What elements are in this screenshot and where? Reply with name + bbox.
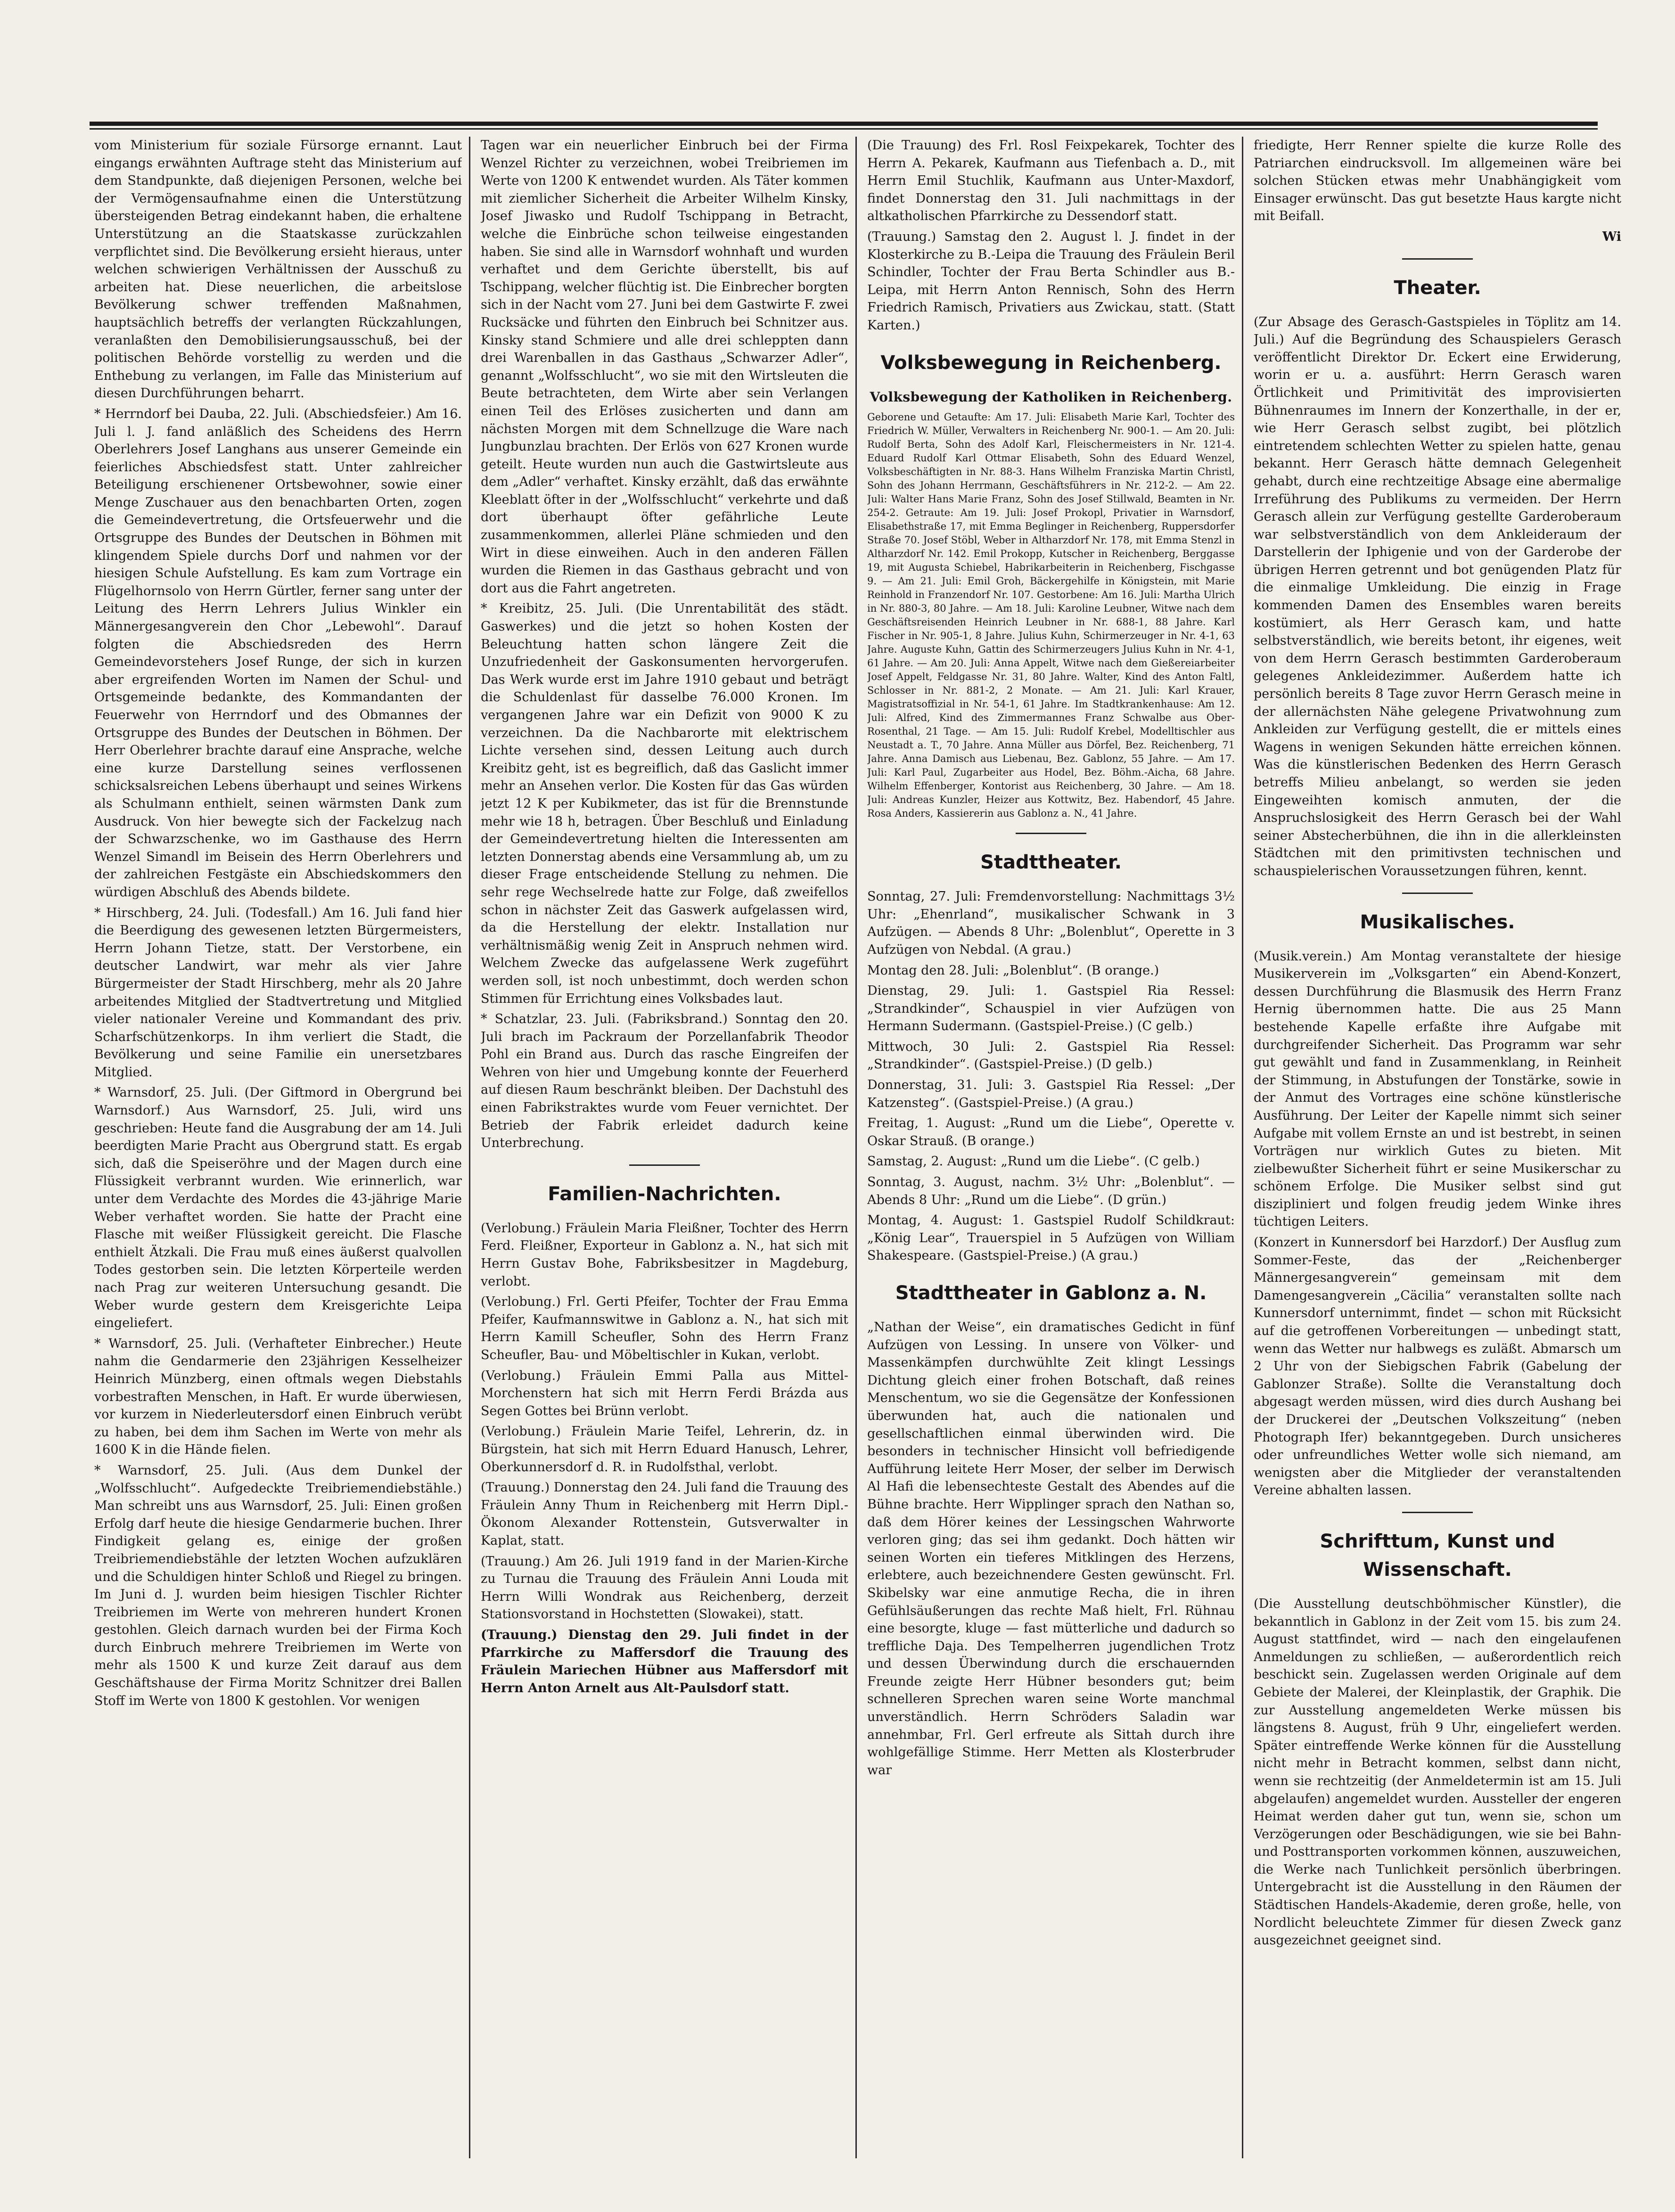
column-divider: [1242, 137, 1243, 2158]
family-notice: (Die Trauung) des Frl. Rosl Feixpekarek, Tochter des Herrn A. Pekarek, Kaufmann aus Tiefenbach a. D., mit Herrn Emil Stuchlik, Kaufmann aus Unter-Maxdorf, findet Donnerstag den 31. Juli nachmittags in der altkatholischen Pfarrkirche zu Dessendorf statt.: [867, 138, 1235, 224]
section-heading-gablonz: Stadttheater in Gablonz a. N.: [895, 1282, 1207, 1304]
article-warnsdorf-giftmord: * Warnsdorf, 25. Juli. (Der Giftmord in Obergrund bei Warnsdorf.) Aus Warnsdorf, 25. Juli, wird uns geschrieben: Heute fand die Ausgrabung der am 14. Juli beerdigten Marie Pracht aus Obergrund statt. Es ergab sich, daß die Speiseröhre und der Magen durch eine Flüssigkeit verbrannt wurden. Wie erinnerlich, war unter dem Verdachte des Mordes die 43-jährige Marie Weber verhaftet worden. Sie hatte der Pracht eine Flasche mit weißer Flüssigkeit gereicht. Die Flasche enthielt Ätzkali. Die Frau muß eines äußerst qualvollen Todes gestorben sein. Die letzten Körperteile werden nach Prag zur weiteren Untersuchung gesandt. Die Weber wurde gestern dem Kreisgerichte Leipa eingeliefert.: [94, 1085, 462, 1331]
author-signature: Wi: [1602, 229, 1621, 244]
theater-listing: Donnerstag, 31. Juli: 3. Gastspiel Ria Ressel: „Der Katzensteg“. (Gastspiel-Preise.) (A grau.): [867, 1078, 1235, 1110]
article-kreibitz: * Kreibitz, 25. Juli. (Die Unrentabilität des städt. Gaswerkes) und die jetzt so hohen Kosten der Beleuchtung hatten schon längere Zeit die Unzufriedenheit der Gaskonsumenten hervorgerufen. Das Werk wurde erst im Jahre 1910 gebaut und beträgt die Schuldenlast für dasselbe 76.000 Kronen. Im vergangenen Jahre war ein Defizit von 9000 K zu verzeichnen. Da die Nachbarorte mit elektrischem Lichte versehen sind, dessen Leitung auch durch Kreibitz geht, ist es begreiflich, daß das Gaslicht immer mehr an Ansehen verlor. Die Kosten für das Gas würden jetzt 12 K per Kubikmeter, das ist für die Brennstunde mehr wie 18 h, betragen. Über Beschluß und Einladung der Gemeindevertretung hielten die Interessenten am letzten Donnerstag abends eine Versammlung ab, um zu dieser Frage entscheidende Stellung zu nehmen. Die sehr rege Wechselrede hatte zur Folge, daß zweifellos schon in nächster Zeit das Gaswerk aufgelassen wird, da die Herstellung der elektr. Installation nur verhältnismäßig wenig Zeit in Anspruch nehmen wird. Welchem Zwecke das aufgelassene Werk zugeführt werden soll, ist noch unbestimmt, doch werden schon Stimmen für Errichtung eines Volksbades laut.: [481, 601, 848, 1006]
family-notice: (Trauung.) Am 26. Juli 1919 fand in der Marien-Kirche zu Turnau die Trauung des Fräulein Anni Louda mit Herrn Willi Wondrak aus Reichenberg, derzeit Stationsvorstand in Hochstetten (Slowakei), statt.: [481, 1554, 848, 1622]
family-notice: (Verlobung.) Frl. Gerti Pfeifer, Tochter der Frau Emma Pfeifer, Kaufmannswitwe in Gablonz a. N., hat sich mit Herrn Kamill Scheufler, Sohn des Herrn Franz Scheufler, Bau- und Möbeltischler in Kukan, verlobt.: [481, 1294, 848, 1362]
vital-statistics: Geborene und Getaufte: Am 17. Juli: Elisabeth Marie Karl, Tochter des Friedrich W. Müller, Verwalters in Reichenberg Nr. 900-1. — Am 20. Juli: Rudolf Berta, Sohn des Adolf Karl, Fleischermeisters in Nr. 121-4. Eduard Rudolf Karl Ottmar Elisabeth, Sohn des Eduard Wenzel, Volksbeschäftigten in Nr. 88-3. Hans Wilhelm Franziska Martin Christl, Sohn des Johann Herrmann, Geschäftsführers in Nr. 212-2. — Am 22. Juli: Walter Hans Marie Franz, Sohn des Josef Stillwald, Beamten in Nr. 254-2. Getraute: Am 19. Juli: Josef Prokopl, Privatier in Warnsdorf, Elisabethstraße 17, mit Emma Beglinger in Reichenberg, Ruppersdorfer Straße 70. Josef Stöbl, Weber in Altharzdorf Nr. 178, mit Emma Stenzl in Altharzdorf Nr. 142. Emil Prokopp, Kutscher in Reichenberg, Berggasse 19, mit Augusta Schiebel, Habrikarbeiterin in Reichenberg, Fischgasse 9. — Am 21. Juli: Emil Groh, Bäckergehilfe in Königstein, mit Marie Reinhold in Franzendorf Nr. 107. Gestorbene: Am 16. Juli: Martha Ulrich in Nr. 880-3, 80 Jahre. — Am 18. Juli: Karoline Leubner, Witwe nach dem Geschäftsreisenden Heinrich Leubner in Nr. 688-1, 88 Jahre. Karl Fischer in Nr. 905-1, 8 Jahre. Julius Kuhn, Schirmerzeuger in Nr. 4-1, 63 Jahre. Auguste Kuhn, Gattin des Schirmerzeugers Julius Kuhn in Nr. 4-1, 61 Jahre. — Am 20. Juli: Anna Appelt, Witwe nach dem Gießereiarbeiter Josef Appelt, Feldgasse Nr. 31, 80 Jahre. Walter, Kind des Anton Faltl, Schlosser in Nr. 881-2, 2 Monate. — Am 21. Juli: Karl Krauer, Magistratsoffizial in Nr. 54-1, 61 Jahre. Im Stadtkrankenhause: Am 12. Juli: Alfred, Kind des Zimmermannes Franz Schwalbe aus Ober-Rosenthal, 21 Tage. — Am 15. Juli: Rudolf Krebel, Modelltischler aus Neustadt a. T., 70 Jahre. Anna Müller aus Dörfel, Bez. Reichenberg, 71 Jahre. Anna Damisch aus Liebenau, Bez. Gablonz, 55 Jahre. — Am 17. Juli: Karl Paul, Zugarbeiter aus Hodel, Bez. Böhm.-Aicha, 68 Jahre. Wilhelm Effenberger, Kontorist aus Reichenberg, 30 Jahre. — Am 18. Juli: Andreas Kunzler, Heizer aus Kottwitz, Bez. Habendorf, 45 Jahre. Rosa Anders, Kassiererin aus Gablonz a. N., 41 Jahre.: [867, 411, 1235, 819]
article-paragraph: vom Ministerium für soziale Fürsorge ernannt. Laut eingangs erwähnten Auftrage steht das Ministerium auf dem Standpunkte, daß diejenigen Personen, welche bei der Vermögensaufnahme einen die Unterstützung übersteigenden Betrag eindekannt haben, die erhaltene Unterstützung an die Staatskasse zurückzahlen verpflichtet sind. Die Bevölkerung ersieht hieraus, unter welchen schwierigen Verhältnissen der Ausschuß zu arbeiten hat. Diese neuerlichen, die arbeitslose Bevölkerung schwer treffenden Maßnahmen, hauptsächlich betreffs der verlangten Rückzahlungen, veranlaßten den Demobilisierungsausschuß, bei der politischen Behörde vorstellig zu werden und die Enthebung zu verlangen, im Falle das Ministerium auf diesen Durchführungen beharrt.: [94, 138, 462, 401]
theater-review-end: friedigte, Herr Renner spielte die kurze Rolle des Patriarchen eindrucksvoll. Im allgemeinen wäre bei solchen Stücken etwas mehr Unabhängigkeit vom Einsager erwünscht. Das gut besetzte Haus kargte nicht mit Beifall.: [1254, 138, 1621, 224]
article-herrndorf: * Herrndorf bei Dauba, 22. Juli. (Abschiedsfeier.) Am 16. Juli l. J. fand anläßlich des Scheidens des Herrn Oberlehrers Josef Langhans aus unserer Gemeinde ein feierliches Abschiedsfest statt. Unter zahlreicher Beteiligung erschienener Ortsbewohner, sowie einer Menge Zuschauer aus den benachbarten Orten, zogen die Gemeindevertretung, die Ortsfeuerwehr und die Ortsgruppe des Bundes der Deutschen in Böhmen mit klingendem Spiele durchs Dorf und nahmen vor der hiesigen Schule Aufstellung. Es kam zum Vortrage ein Flügelhornsolo von Herrn Gürtler, ferner sang unter der Leitung des Herrn Lehrers Julius Winkler ein Männergesangverein den Chor „Lebewohl“. Darauf folgten die Abschiedsreden des Herrn Gemeindevorstehers Josef Runge, der sich in kurzen aber ergreifenden Worten im Namen der Schul- und Ortsgemeinde bedankte, des Kommandanten der Feuerwehr von Herrndorf und des Obmannes der Ortsgruppe des Bundes der Deutschen in Böhmen. Der Herr Oberlehrer brachte darauf eine Ansprache, welche eine kurze Darstellung seines verflossenen schicksalsreichen Lebens überhaupt und seines Wirkens als Schulmann enthielt, seinen wärmsten Dank zum Ausdruck. Von hier bewegte sich der Fackelzug nach der Schwarzschenke, wo im Gasthause des Herrn Wenzel Simandl im Beisein des Herrn Oberlehrers und der zahlreichen Festgäste ein Abschiedskommers den würdigen Abschluß des Abends bildete.: [94, 406, 462, 900]
section-divider: [1402, 893, 1473, 894]
article-paragraph: Tagen war ein neuerlicher Einbruch bei der Firma Wenzel Richter zu verzeichnen, wobei Treibriemen im Werte von 1200 K entwendet wurden. Als Täter kommen mit ziemlicher Sicherheit die Arbeiter Wilhelm Kinsky, Josef Jiwasko und Rudolf Tschippang in Betracht, welche die Einbrüche schon teilweise eingestanden haben. Sie sind alle in Warnsdorf wohnhaft und wurden verhaftet und dem Gerichte überstellt, bis auf Tschippang, welcher flüchtig ist. Die Einbrecher borgten sich in der Nacht vom 27. Juni bei dem Gastwirte F. zwei Rucksäcke und führten den Einbruch bei Schnitzer aus. Kinsky stand Schmiere und alle drei schleppten dann drei Warenballen in das Gasthaus „Schwarzer Adler“, genannt „Wolfsschlucht“, wo sie mit den Wirtsleuten die Beute betrachteten, dem Wirte aber sein Verlangen einen Teil des Erlöses zusicherten und dann am nächsten Morgen mit dem Schnellzuge die Ware nach Jungbunzlau brachten. Der Erlös von 627 Kronen wurde geteilt. Heute wurden nun auch die Gastwirtsleute aus dem „Adler“ verhaftet. Kinsky erzählt, daß das erwähnte Kleeblatt öfter in der „Wolfsschlucht“ verkehrte und daß dort überhaupt öfter gefährliche Leute zusammenkommen, allerlei Pläne schmieden und den Wirt in diese einweihen. Auch in den anderen Fällen wurden die Riemen in das Gasthaus gebracht und von dort aus die Fahrt angetreten.: [481, 138, 848, 596]
section-heading-schrifttum: Schrifttum, Kunst und Wissenschaft.: [1320, 1530, 1555, 1581]
theater-listing: Montag, 4. August: 1. Gastspiel Rudolf Schildkraut: „König Lear“, Trauerspiel in 5 Aufzügen von William Shakespeare. (Gastspiel-Preise.) (A grau.): [867, 1213, 1235, 1263]
column-divider: [469, 137, 470, 2158]
theater-listing: Sonntag, 27. Juli: Fremdenvorstellung: Nachmittags 3½ Uhr: „Ehenrland“, musikalischer Schwank in 3 Aufzügen. — Abends 8 Uhr: „Bolenblut“, Operette in 3 Aufzügen von Nebdal. (A grau.): [867, 889, 1235, 957]
family-notice: (Trauung.) Dienstag den 29. Juli findet in der Pfarrkirche zu Maffersdorf die Trauung des Fräulein Mariechen Hübner aus Maffersdorf mit Herrn Anton Arnelt aus Alt-Paulsdorf statt.: [481, 1627, 848, 1696]
family-notice: (Trauung.) Donnerstag den 24. Juli fand die Trauung des Fräulein Anny Thum in Reichenberg mit Herrn Dipl.-Ökonom Alexander Rottenstein, Gutsverwalter in Kaplat, statt.: [481, 1480, 848, 1548]
column-2: [481, 137, 848, 2158]
section-divider: [1402, 258, 1473, 260]
family-notice: (Verlobung.) Fräulein Maria Fleißner, Tochter des Herrn Ferd. Fleißner, Exporteur in Gablonz a. N., hat sich mit Herrn Gustav Bohe, Fabriksbesitzer in Magdeburg, verlobt.: [481, 1221, 848, 1289]
article-warnsdorf-einbrecher: * Warnsdorf, 25. Juli. (Verhafteter Einbrecher.) Heute nahm die Gendarmerie den 23jährigen Kesselheizer Heinrich Münzberg, einen oftmals wegen Diebstahls vorbestraften Menschen, in Haft. Er wurde überwiesen, vor kurzem in Niederleutersdorf einen Einbruch verübt zu haben, bei dem ihm Sachen im Werte von mehr als 1600 K in die Hände fielen.: [94, 1336, 462, 1458]
section-heading-stadttheater: Stadttheater.: [980, 852, 1122, 874]
article-gerasch: (Zur Absage des Gerasch-Gastspieles in Töplitz am 14. Juli.) Auf die Begründung des Schauspielers Gerasch veröffentlicht Direktor Dr. Eckert eine Erwiderung, worin er u. a. ausführt: Herrn Gerasch waren Örtlichkeit und Primitivität des improvisierten Bühnenraumes im Innern der Konzerthalle, in der er, wie Herr Gerasch selbst zugibt, bei plötzlich eintretendem schlechten Wetter zu spielen hatte, genau bekannt. Herr Gerasch hätte demnach Gelegenheit gehabt, durch eine rechtzeitige Absage eine abermalige Irreführung des Publikums zu vermeiden. Der Herrn Gerasch allein zur Verfügung gestellte Garderoberaum war selbstverständlich von dem Ankleideraum der Darstellerin der Iphigenie und von der Garderobe der übrigen Herren getrennt und bot genügenden Platz für die einmalige Umkleidung. Die einzig in Frage kommenden Damen des Ensembles waren bereits kostümiert, als Herr Gerasch kam, und hatte selbstverständlich, wie bereits betont, ihr eigenes, weit von dem Herrn Gerasch bestimmten Garderoberaum gelegenes Ankleidezimmer. Außerdem hatte ich persönlich bereits 8 Tage zuvor Herrn Gerasch meine in der allernächsten Nähe gelegene Privatwohnung zum Ankleiden zur Verfügung gestellt, die er mittels eines Wagens in wenigen Sekunden hätte erreichen können. Was die künstlerischen Bedenken des Herrn Gerasch betreffs Milieu anbelangt, so werden sie jeden Eingeweihten komisch anmuten, der die Anspruchslosigkeit des Herrn Gerasch bei der Wahl seiner Abstecherbühnen, die ihn in die allerkleinsten Städtchen mit den primitivsten technischen und schauspielerischen Voraussetzungen führen, kennt.: [1254, 314, 1621, 878]
subheading-katholiken: Volksbewegung der Katholiken in Reichenberg.: [870, 389, 1232, 405]
article-hirschberg: * Hirschberg, 24. Juli. (Todesfall.) Am 16. Juli fand hier die Beerdigung des gewesenen letzten Bürgermeisters, Herrn Johann Tietze, statt. Der Verstorbene, ein deutscher Landwirt, war mehr als vier Jahre Bürgermeister der Stadt Hirschberg, mehr als 20 Jahre arbeitendes Mitglied der Stadtvertretung und Mitglied vieler nationaler Vereine und Kommandant des priv. Scharfschützenkorps. In ihm verliert die Stadt, die Bevölkerung und seine Familie ein unersetzbares Mitglied.: [94, 905, 462, 1080]
theater-review: „Nathan der Weise“, ein dramatisches Gedicht in fünf Aufzügen von Lessing. In unsere von Völker- und Massenkämpfen durchwühlte Zeit klingt Lessings Dichtung gleich einer frohen Botschaft, daß reines Menschentum, wo sie die Gegensätze der Konfessionen überwunden hat, auch die nationalen und gesellschaftlichen einmal überwinden wird. Die besonders in technischer Hinsicht voll befriedigende Aufführung leitete Herr Moser, der selber im Derwisch Al Hafi die lebensechteste Gestalt des Abendes auf die Bühne brachte. Herr Wipplinger sprach den Nathan so, daß dem Hörer keines der Lessingschen Wahrworte verloren ging; das sei ihm gedankt. Doch hätten wir seinen Worten ein tieferes Mitklingen des Herzens, erlebtere, auch bezeichnendere Gesten gewünscht. Frl. Skibelsky war eine anmutige Recha, die in ihren Gefühlsäußerungen das rechte Maß hielt, Frl. Rühnau eine besorgte, kluge — fast mütterliche und dadurch so treffliche Daja. Des Tempelherren jugendlichen Trotz und dessen Überwindung durch die erschauernden Freunde zeigte Herr Hübner besonders gut; beim schnelleren Sprechen waren seine Worte manchmal unverständlich. Herrn Schröders Saladin war annehmbar, Frl. Gerl erfreute als Sittah durch ihre wohlgefällige Stimme. Herr Metten als Klosterbruder war: [867, 1320, 1235, 1778]
article-konzert: (Konzert in Kunnersdorf bei Harzdorf.) Der Ausflug zum Sommer-Feste, das der „Reichenberger Männergesangverein“ gemeinsam mit dem Damengesangverein „Cäcilia“ veranstalten sollte nach Kunnersdorf unternimmt, findet — schon mit Rücksicht auf die getroffenen Vorbereitungen — unbedingt statt, wenn das Wetter nur halbwegs es zuläßt. Abmarsch um 2 Uhr von der Siebigschen Fabrik (Gabelung der Gablonzer Straße). Sollte die Veranstaltung doch abgesagt werden müssen, wird dies durch Aushang bei der Druckerei der „Deutschen Volkszeitung“ (neben Photograph Ifer) bekanntgegeben. Durch unsicheres oder unfreundliches Wetter wolle sich niemand, am wenigsten aber die Mitglieder der veranstaltenden Vereine abhalten lassen.: [1254, 1235, 1621, 1498]
family-notice: (Trauung.) Samstag den 2. August l. J. findet in der Klosterkirche zu B.-Leipa die Trauung des Fräulein Beril Schindler, Tochter der Frau Berta Schindler aus B.-Leipa, mit Herrn Anton Rennisch, Sohn des Herrn Friedrich Ramisch, Privatiers aus Zwickau, statt. (Statt Karten.): [867, 229, 1235, 333]
section-heading-musikalisches: Musikalisches.: [1360, 911, 1515, 933]
article-schatzlar: * Schatzlar, 23. Juli. (Fabriksbrand.) Sonntag den 20. Juli brach im Packraum der Porzellanfabrik Theodor Pohl ein Brand aus. Durch das rasche Eingreifen der Wehren von hier und Umgebung konnte der Feuerherd auf diesen Raum beschränkt bleiben. Der Dachstuhl des einen Fabrikstraktes wurde vom Feuer vernichtet. Der Betrieb der Fabrik erleidet dadurch keine Unterbrechung.: [481, 1012, 848, 1151]
theater-listing: Samstag, 2. August: „Rund um die Liebe“. (C gelb.): [867, 1154, 1200, 1169]
column-4: [1254, 137, 1621, 2158]
section-divider: [629, 1164, 700, 1166]
section-heading-theater: Theater.: [1394, 277, 1481, 299]
column-3: [867, 137, 1235, 2158]
article-ausstellung: (Die Ausstellung deutschböhmischer Künstler), die bekanntlich in Gablonz in der Zeit vom 15. bis zum 24. August stattfindet, wird — nach den eingelaufenen Anmeldungen zu schließen, — außerordentlich reich beschickt sein. Zugelassen werden Originale auf dem Gebiete der Malerei, der Kleinplastik, der Graphik. Die zur Ausstellung angemeldeten Werke müssen bis längstens 8. August, früh 9 Uhr, eingeliefert werden. Später eintreffende Werke können für die Ausstellung nicht mehr in Betracht kommen, selbst dann nicht, wenn sie rechtzeitig (der Anmeldetermin ist am 15. Juli abgelaufen) angemeldet wurden. Aussteller der engeren Heimat werden daher gut tun, wenn sie, schon um Verzögerungen oder Beschädigungen, wie sie bei Bahn- und Posttransporten vorkommen können, auszuweichen, die Werke nach Tunlichkeit persönlich überbringen. Untergebracht ist die Ausstellung in den Räumen der Städtischen Handels-Akademie, deren große, helle, von Nordlicht beleuchtete Zimmer für diesen Zweck ganz ausgezeichnet geeignet sind.: [1254, 1596, 1621, 1948]
family-notice: (Verlobung.) Fräulein Emmi Palla aus Mittel-Morchenstern hat sich mit Herrn Ferdi Brázda aus Segen Gottes bei Brünn verlobt.: [481, 1368, 848, 1418]
article-warnsdorf-wolfsschlucht: * Warnsdorf, 25. Juli. (Aus dem Dunkel der „Wolfsschlucht“. Aufgedeckte Treibriemendiebstähle.) Man schreibt uns aus Warnsdorf, 25. Juli: Einen großen Erfolg darf heute die hiesige Gendarmerie buchen. Ihrer Findigkeit gelang es, einige der großen Treibriemendiebstähle der letzten Wochen aufzuklären und die Schuldigen hinter Schloß und Riegel zu bringen. Im Juni d. J. wurden beim hiesigen Tischler Richter Treibriemen im Werte von mehreren hundert Kronen gestohlen. Gleich darnach wurden bei der Firma Koch durch Einbruch mehrere Treibriemen im Werte von mehr als 1500 K und kurze Zeit darauf aus dem Geschäftshause der Firma Moritz Schnitzer drei Ballen Stoff im Werte von 1800 K gestohlen. Vor wenigen: [94, 1463, 462, 1708]
top-rule-thin: [90, 128, 1598, 130]
article-musikverein: (Musik.verein.) Am Montag veranstaltete der hiesige Musikerverein im „Volksgarten“ ein Abend-Konzert, dessen Durchführung die Blasmusik des Herrn Franz Hernig übernommen hatte. Die aus 25 Mann bestehende Kapelle erfaßte ihre Aufgabe mit durchgreifender Sicherheit. Das Programm war sehr gut gewählt und fand in Zusammenklang, in Reinheit der Stimmung, in Abstufungen der Tonstärke, sowie in der Anmut des Vortrages eine schöne künstlerische Ausführung. Der Leiter der Kapelle nimmt sich seiner Aufgabe mit vollem Ernste an und ist bestrebt, in seinen Vorträgen nur wirklich Gutes zu bieten. Mit zielbewußter Sicherheit führt er seine Musikerschar zu schönem Erfolge. Die Musiker selbst sind gut diszipliniert und folgen freudig jedem Winke ihres tüchtigen Leiters.: [1254, 949, 1621, 1229]
column-1: [94, 137, 462, 2158]
theater-listing: Montag den 28. Juli: „Bolenblut“. (B orange.): [867, 963, 1159, 978]
column-divider: [855, 137, 857, 2158]
section-divider: [1402, 1512, 1473, 1513]
theater-listing: Sonntag, 3. August, nachm. 3½ Uhr: „Bolenblut“. — Abends 8 Uhr: „Rund um die Liebe“. (D grün.): [867, 1175, 1235, 1207]
top-rule: [90, 122, 1598, 126]
theater-listing: Dienstag, 29. Juli: 1. Gastspiel Ria Ressel: „Strandkinder“, Schauspiel in vier Aufzügen von Hermann Sudermann. (Gastspiel-Preise.) (C gelb.): [867, 983, 1235, 1034]
family-notice: (Verlobung.) Fräulein Marie Teifel, Lehrerin, dz. in Bürgstein, hat sich mit Herrn Eduard Hanusch, Lehrer, Oberkunnersdorf d. R. in Rudolfsthal, verlobt.: [481, 1424, 848, 1475]
theater-listing: Mittwoch, 30 Juli: 2. Gastspiel Ria Ressel: „Strandkinder“. (Gastspiel-Preise.) (D gelb.): [867, 1039, 1235, 1072]
theater-listing: Freitag, 1. August: „Rund um die Liebe“, Operette v. Oskar Strauß. (B orange.): [867, 1116, 1235, 1148]
section-heading-familien: Familien-Nachrichten.: [548, 1183, 781, 1205]
section-divider: [1016, 833, 1086, 834]
section-heading-volksbewegung: Volksbewegung in Reichenberg.: [880, 352, 1222, 374]
